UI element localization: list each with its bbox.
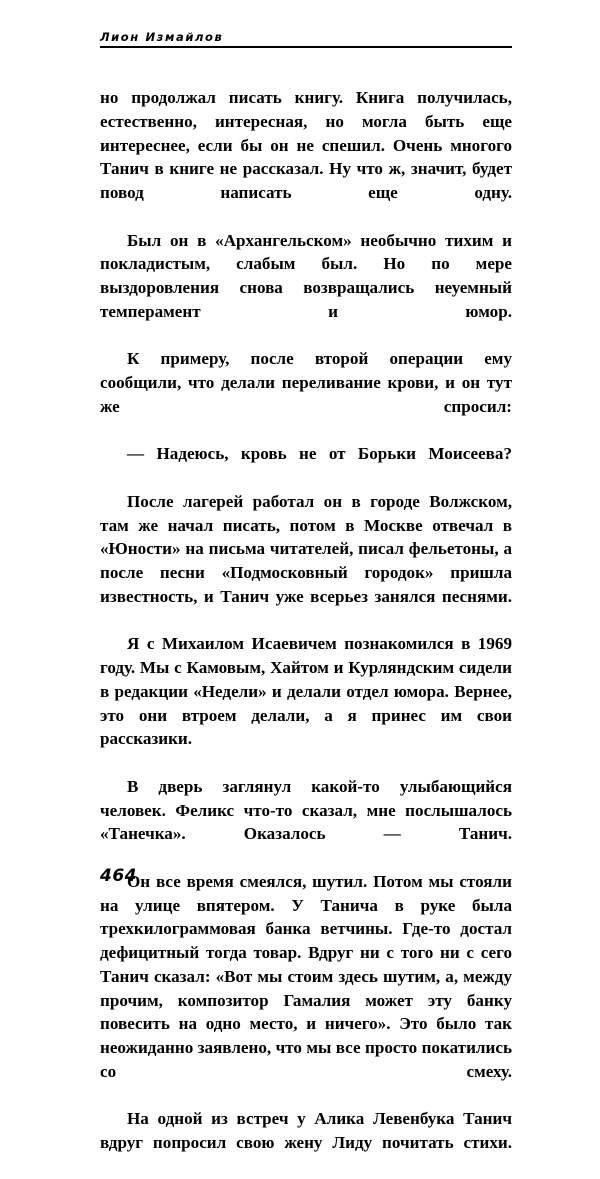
- paragraph: На одной из встреч у Алика Левенбука Танич вдруг попросил свою жену Лиду почитать стихи.: [100, 1109, 512, 1152]
- paragraph: После лагерей работал он в городе Волжском, там же начал писать, потом в Москве отвечал в «Юности» на письма читателей, писал фельетоны, а после песни «Подмосковный городок» пришла известность, и Танич уже всерьез занялся песнями.: [100, 491, 512, 606]
- running-head-divider: [100, 46, 512, 48]
- running-head: [100, 30, 512, 48]
- page-number: 464: [100, 866, 137, 886]
- paragraph: К примеру, после второй операции ему сообщили, что делали переливание крови, и он тут же спросил:: [100, 349, 512, 416]
- paragraph: Я с Михаилом Исаевичем познакомился в 1969 году. Мы с Камовым, Хайтом и Курляндским сидели в редакции «Недели» и делали отдел юмора. Вернее, это они втроем делали, а я принес им свои рассказики.: [100, 634, 512, 749]
- paragraph: В дверь заглянул какой-то улыбающийся человек. Феликс что-то сказал, мне послышалось «Танечка». Оказалось — Танич.: [100, 776, 512, 844]
- body-text-column: [100, 86, 512, 1179]
- paragraph: Был он в «Архангельском» необычно тихим и покладистым, слабым был. Но по мере выздоровления снова возвращались неуемный темперамент и юмор.: [100, 230, 512, 321]
- running-head-author: Лион Измайлов: [100, 30, 224, 44]
- paragraph: Он все время смеялся, шутил. Потом мы стояли на улице впятером. У Танича в руке была трехкилограммовая банка ветчины. Где-то достал дефицитный тогда товар. Вдруг ни с того ни с сего Танич сказал: «Вот мы стоим здесь шутим, а, между прочим, композитор Гамалия может эту банку повесить на одно место, и ничего». Это было так неожиданно заявлено, что мы все просто покатились со смеху.: [100, 871, 512, 1081]
- paragraph: но продолжал писать книгу. Книга получилась, естественно, интересная, но могла быть еще интереснее, если бы он не спешил. Очень многого Танич в книге не рассказал. Ну что ж, значит, будет повод написать еще одну.: [100, 88, 512, 202]
- paragraph-dialogue: — Надеюсь, кровь не от Борьки Моисеева?: [127, 444, 512, 464]
